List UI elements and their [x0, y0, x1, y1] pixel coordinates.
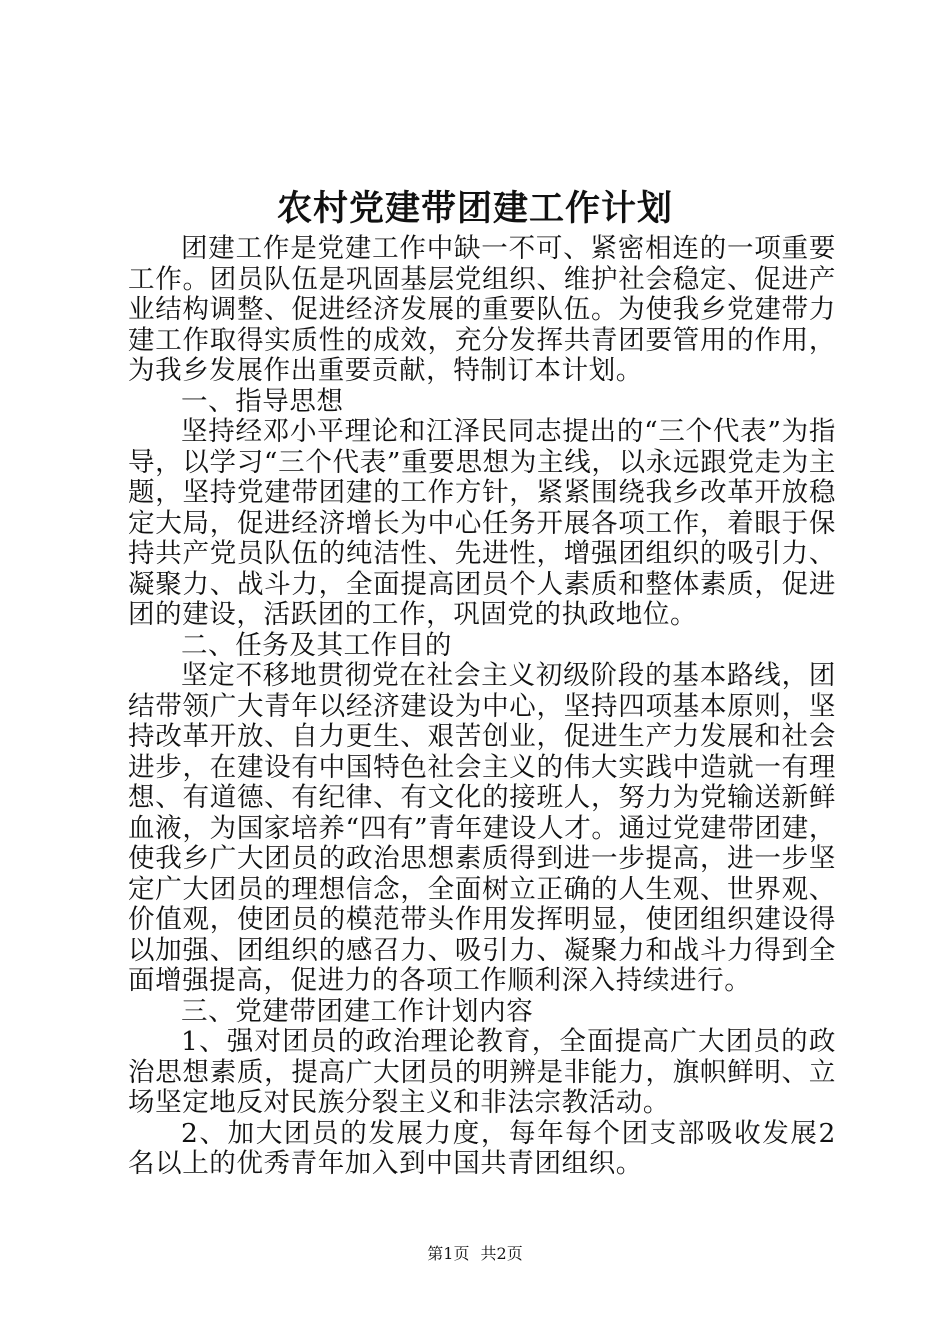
section-heading-tasks-and-goals: 二、任务及其工作目的 — [181, 629, 452, 661]
document-body — [128, 234, 836, 1180]
plan-item-1: 1、强对团员的政治理论教育，全面提高广大团员的政治思想素质，提高广大团员的明辨是非能力，旗帜鲜明、立场坚定地反对民族分裂主义和非法宗教活动。 — [128, 1026, 836, 1118]
section-heading-plan-content: 三、党建带团建工作计划内容 — [181, 995, 534, 1027]
tasks-and-goals-paragraph: 坚定不移地贯彻党在社会主义初级阶段的基本路线，团结带领广大青年以经济建设为中心，坚持四项基本原则，坚持改革开放、自力更生、艰苦创业，促进生产力发展和社会进步，在建设有中国特色社会主义的伟大实践中造就一有理想、有道德、有纪律、有文化的接班人，努力为党输送新鲜血液，为国家培养“四有”青年建设人才。通过党建带团建，使我乡广大团员的政治思想素质得到进一步提高，进一步坚定广大团员的理想信念，全面树立正确的人生观、世界观、价值观，使团员的模范带头作用发挥明显，使团组织建设得以加强、团组织的感召力、吸引力、凝聚力和战斗力得到全面增强提高，促进力的各项工作顺利深入持续进行。 — [128, 660, 836, 996]
plan-item-2: 2、加大团员的发展力度，每年每个团支部吸收发展2名以上的优秀青年加入到中国共青团组织。 — [128, 1117, 836, 1179]
page-number-footer: 第1页 共2页 — [427, 1244, 523, 1263]
document-title: 农村党建带团建工作计划 — [276, 188, 673, 229]
section-heading-guiding-ideology: 一、指导思想 — [181, 385, 344, 417]
guiding-ideology-paragraph: 坚持经邓小平理论和江泽民同志提出的“三个代表”为指导，以学习“三个代表”重要思想为主线，以永远跟党走为主题，坚持党建带团建的工作方针，紧紧围绕我乡改革开放稳定大局，促进经济增长为中心任务开展各项工作，着眼于保持共产党员队伍的纯洁性、先进性，增强团组织的吸引力、凝聚力、战斗力，全面提高团员个人素质和整体素质，促进团的建设，活跃团的工作，巩固党的执政地位。 — [128, 416, 836, 630]
intro-paragraph: 团建工作是党建工作中缺一不可、紧密相连的一项重要工作。团员队伍是巩固基层党组织、维护社会稳定、促进产业结构调整、促进经济发展的重要队伍。为使我乡党建带力建工作取得实质性的成效，充分发挥共青团要管用的作用，为我乡发展作出重要贡献，特制订本计划。 — [128, 233, 836, 386]
